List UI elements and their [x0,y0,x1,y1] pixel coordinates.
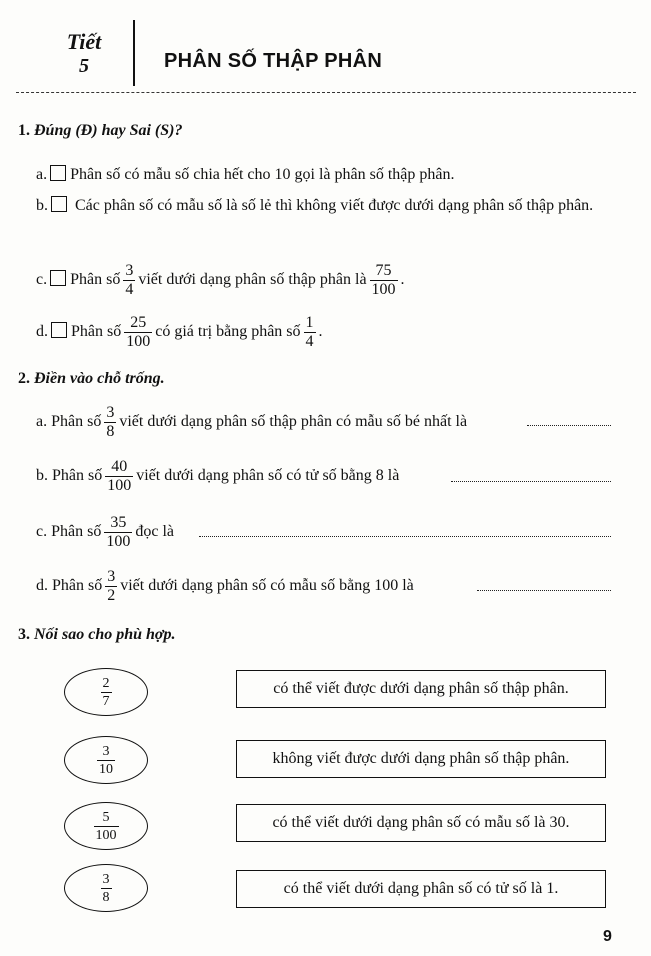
q1d-text-2: có giá trị bằng phân số [155,323,301,341]
denominator: 100 [95,827,117,843]
section-2-number: 2. [18,370,30,387]
denominator: 100 [371,281,396,298]
q2c-text-1: Phân số [51,523,102,541]
q2b [36,458,399,495]
q2c-label: c. [36,523,48,541]
q1d-text-1: Phân số [71,323,122,341]
denominator: 10 [99,761,113,777]
q1a-label: a. [36,166,48,183]
lesson-number: 5 [79,55,89,77]
q2a-answer-blank[interactable] [527,425,611,426]
match-right-3[interactable]: có thể viết dưới dạng phân số có mẫu số là 30. [236,804,606,842]
numerator: 35 [104,514,132,533]
numerator: 3 [107,568,116,585]
q1a-text: Phân số có mẫu số chia hết cho 10 gọi là phân số thập phân. [70,166,455,183]
section-3-title: Nối sao cho phù hợp. [34,626,176,643]
page-title: PHÂN SỐ THẬP PHÂN [164,50,383,72]
q1d-fraction-2 [304,314,316,351]
q2b-answer-blank[interactable] [451,481,611,482]
match-left-3[interactable] [64,802,148,850]
numerator: 3 [106,404,115,421]
q1b-text: Các phân số có mẫu số là số lẻ thì không viết được dưới dạng phân số thập phân. [75,197,594,214]
denominator: 4 [305,333,314,350]
q1b [36,192,616,219]
denominator: 100 [106,533,131,550]
q2d [36,568,414,605]
q2d-fraction [105,568,117,605]
match-right-4[interactable]: có thể viết dưới dạng phân số có tử số là 1. [236,870,606,908]
q1c-label: c. [36,271,48,289]
q2c-fraction [104,514,132,551]
q2c-text-2: đọc là [135,523,174,541]
match-left-4-fraction [101,871,112,906]
q1b-answer-box[interactable] [51,196,67,212]
q2a-label: a. [36,413,48,431]
match-right-1[interactable]: có thể viết được dưới dạng phân số thập phân. [236,670,606,708]
q1d-period: . [318,323,323,341]
q2c-answer-blank[interactable] [199,536,611,537]
match-left-4[interactable] [64,864,148,912]
q2d-text-1: Phân số [52,577,103,595]
header-divider [133,20,135,86]
q2a [36,404,467,441]
q1c-period: . [400,271,405,289]
q1a [36,165,454,185]
numerator: 2 [102,675,110,691]
q2b-text-1: Phân số [52,467,103,485]
q1d-fraction-1 [124,314,152,351]
match-left-2[interactable] [64,736,148,784]
numerator: 75 [370,262,398,281]
match-left-3-fraction [94,809,119,844]
q1b-label: b. [36,197,48,214]
lesson-word: Tiết [66,29,102,54]
denominator: 100 [126,333,151,350]
section-2-heading [18,370,165,388]
q2a-fraction [104,404,116,441]
match-left-2-fraction [97,743,115,778]
q1c-answer-box[interactable] [50,270,66,286]
section-2-title: Điền vào chỗ trống. [34,370,165,387]
lesson-label [54,30,114,78]
q2d-text-2: viết dưới dạng phân số có mẫu số bằng 100 là [120,577,414,595]
denominator: 4 [125,281,134,298]
q1c-text-2: viết dưới dạng phân số thập phân là [138,271,367,289]
section-3-number: 3. [18,626,30,643]
section-1-heading [18,122,182,140]
q2c [36,514,174,551]
section-1-number: 1. [18,122,30,139]
q2b-text-2: viết dưới dạng phân số có tử số bằng 8 là [136,467,400,485]
q2b-fraction [105,458,133,495]
numerator: 3 [97,743,115,761]
numerator: 1 [305,314,314,331]
numerator: 3 [102,871,110,887]
q1d-label: d. [36,323,48,341]
section-1-title: Đúng (Đ) hay Sai (S)? [34,122,183,139]
denominator: 2 [107,587,116,604]
q1c-fraction-1 [123,262,135,299]
q2a-text-2: viết dưới dạng phân số thập phân có mẫu số bé nhất là [119,413,468,431]
page-number: 9 [603,928,612,945]
numerator: 40 [105,458,133,477]
denominator: 8 [106,423,115,440]
numerator: 25 [124,314,152,333]
denominator: 100 [107,477,132,494]
q1c [36,262,405,299]
q2d-answer-blank[interactable] [477,590,611,591]
q2a-text-1: Phân số [51,413,102,431]
denominator: 8 [102,889,110,905]
match-right-2[interactable]: không viết được dưới dạng phân số thập phân. [236,740,606,778]
page-header [16,20,636,86]
q1c-text-1: Phân số [70,271,121,289]
section-3-heading [18,626,176,644]
match-left-1[interactable] [64,668,148,716]
q1c-fraction-2 [370,262,398,299]
q1d [36,314,323,351]
numerator: 3 [125,262,134,279]
q2d-label: d. [36,577,48,595]
q1d-answer-box[interactable] [51,322,67,338]
header-rule [16,92,636,93]
denominator: 7 [102,693,110,709]
q2b-label: b. [36,467,48,485]
match-left-1-fraction [101,675,112,710]
q1a-answer-box[interactable] [50,165,66,181]
numerator: 5 [94,809,119,827]
